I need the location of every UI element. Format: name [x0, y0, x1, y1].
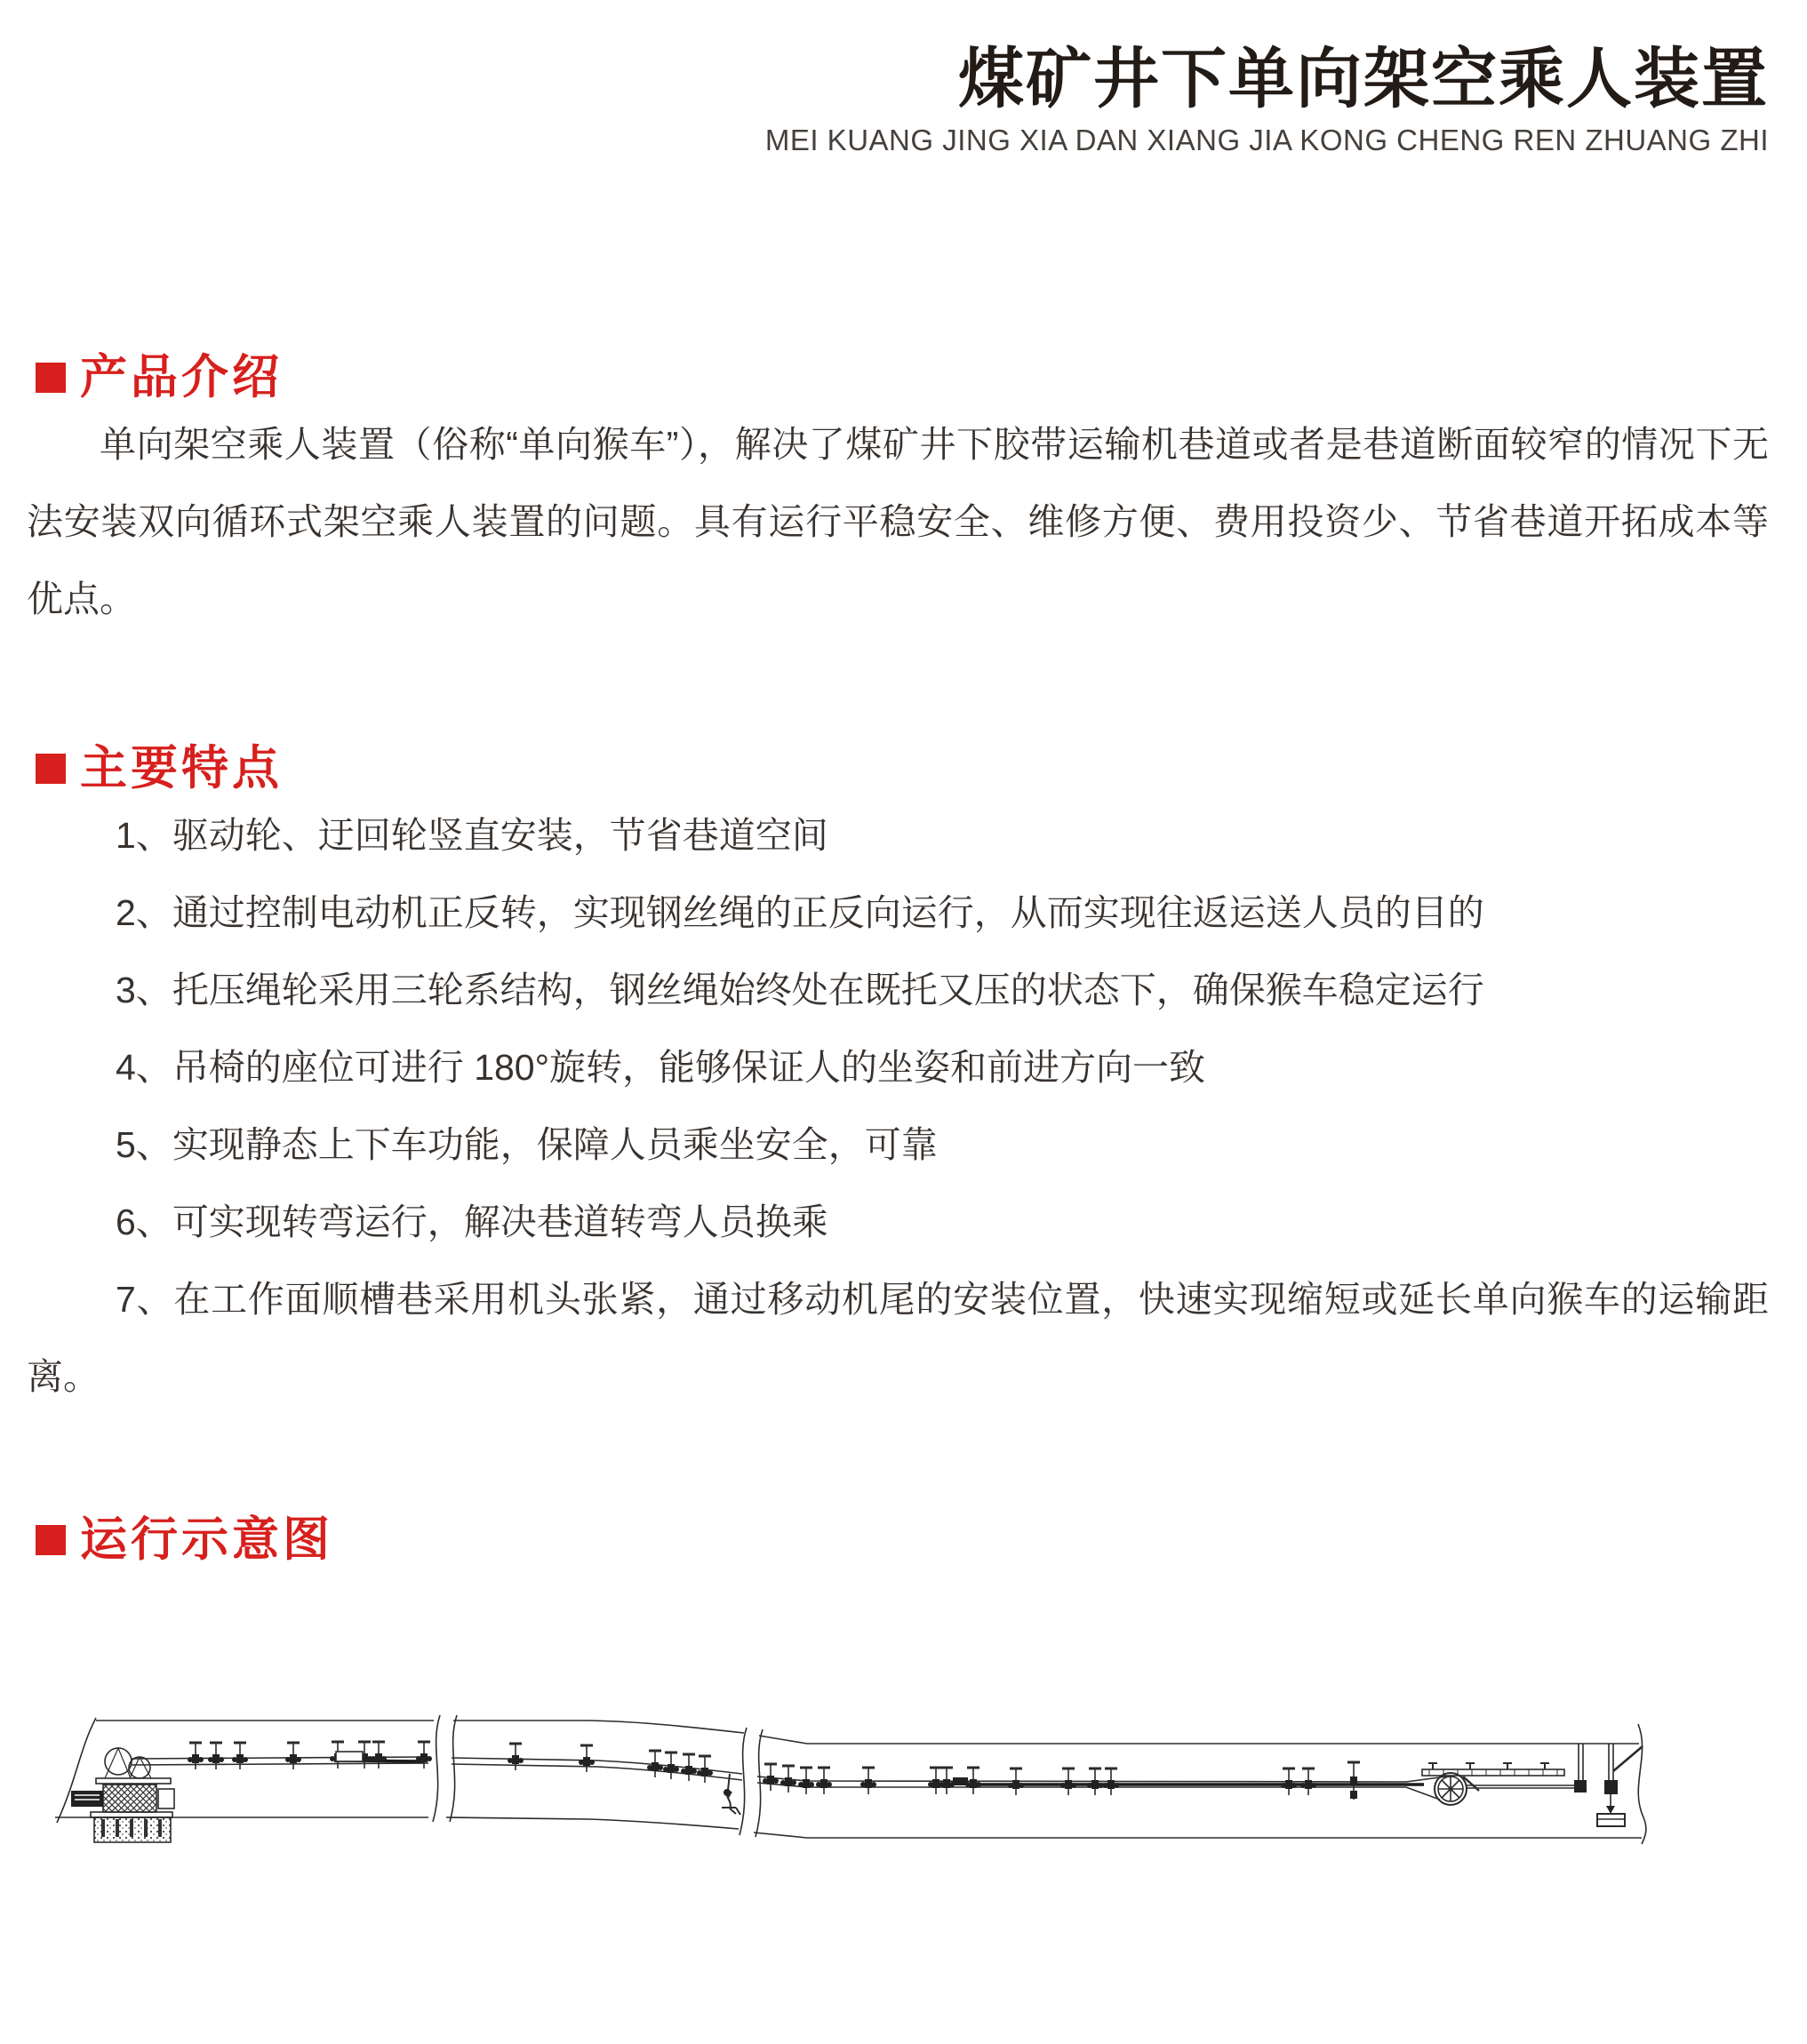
feature-item-3: 3、托压绳轮采用三轮系结构，钢丝绳始终处在既托又压的状态下，确保猴车稳定运行 [116, 970, 1484, 1010]
tall-hanger-post [1347, 1762, 1360, 1800]
intro-paragraph: 单向架空乘人装置（俗称“单向猴车”），解决了煤矿井下胶带运输机巷道或者是巷道断面较窄的情况下无法安装双向循环式架空乘人装置的问题。具有运行平稳安全、维修方便、费用投资少、节省巷道开拓成本等优点。 [27, 424, 1769, 619]
feature-item-5: 5、实现静态上下车功能，保障人员乘坐安全，可靠 [116, 1124, 938, 1165]
rope-device-box [336, 1752, 363, 1761]
section-heading-features [36, 742, 283, 794]
features-heading-text: 主要特点 [80, 742, 283, 794]
red-square-bullet-icon [36, 363, 66, 393]
operation-schematic [37, 1693, 1771, 1924]
rope-device-box [953, 1777, 968, 1785]
intro-heading-text: 产品介绍 [80, 351, 283, 403]
feature-item-7: 7、在工作面顺槽巷采用机头张紧，通过移动机尾的安装位置，快速实现缩短或延长单向猴车的运输距离。 [27, 1279, 1769, 1397]
feature-item-2: 2、通过控制电动机正反转，实现钢丝绳的正反向运行，从而实现往返运送人员的目的 [116, 892, 1484, 933]
page-subtitle-pinyin: MEI KUANG JING XIA DAN XIANG JIA KONG CHENG REN ZHUANG ZHI [764, 124, 1769, 157]
tail-station [1422, 1744, 1643, 1826]
page-header [765, 43, 1769, 157]
tail-wheel [1435, 1773, 1467, 1805]
tension-weight [1597, 1794, 1625, 1826]
feature-item-1: 1、驱动轮、迂回轮竖直安装，节省巷道空间 [116, 815, 828, 856]
feature-item-6: 6、可实现转弯运行，解决巷道转弯人员换乘 [116, 1202, 828, 1242]
feature-item-4: 4、吊椅的座位可进行 180°旋转，能够保证人的坐姿和前进方向一致 [116, 1047, 1206, 1088]
drive-station [71, 1748, 174, 1842]
diagram-heading-text: 运行示意图 [80, 1513, 333, 1566]
beam-brackets [1428, 1763, 1549, 1769]
roof-hanger-posts [1574, 1744, 1618, 1794]
page-title: 煤矿井下单向架空乘人装置 [958, 42, 1769, 116]
section-heading-intro [36, 351, 283, 403]
section-heading-diagram [36, 1513, 333, 1566]
red-square-bullet-icon [36, 754, 66, 784]
roadway-outline [55, 1715, 1646, 1844]
red-square-bullet-icon [36, 1525, 66, 1555]
